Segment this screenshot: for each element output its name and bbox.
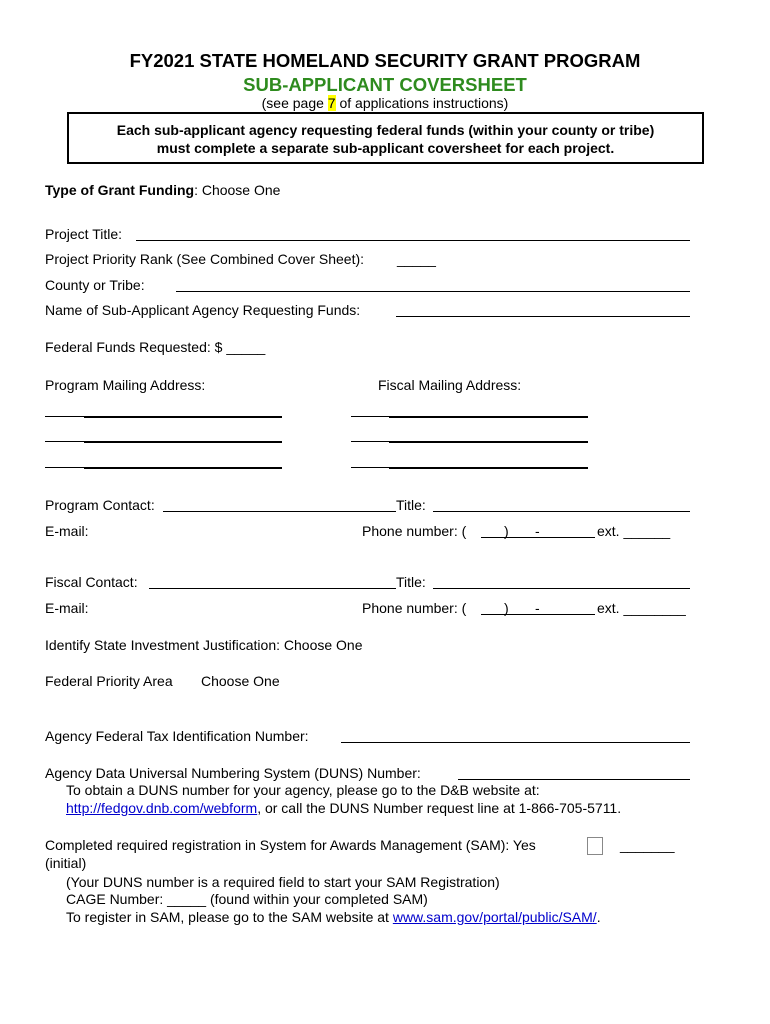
fiscal-address-underline-3 xyxy=(389,468,588,469)
program-title-field[interactable] xyxy=(433,511,690,512)
cage-number-field[interactable]: CAGE Number: _____ (found within your completed SAM) xyxy=(66,891,428,907)
notice-line-1: Each sub-applicant agency requesting federal funds (within your county or tribe) xyxy=(116,122,655,138)
fiscal-title-field[interactable] xyxy=(433,588,690,589)
tax-id-field[interactable] xyxy=(341,742,690,743)
fiscal-contact-label: Fiscal Contact: xyxy=(45,574,138,590)
fiscal-phone-close: ) xyxy=(504,600,509,616)
federal-funds-field[interactable]: Federal Funds Requested: $ _____ xyxy=(45,339,266,355)
sam-initial-field[interactable]: _______ xyxy=(620,837,675,853)
fiscal-ext-field[interactable]: ext. ________ xyxy=(597,600,686,616)
grant-funding-type[interactable] xyxy=(45,182,280,198)
duns-webform-link[interactable]: http://fedgov.dnb.com/webform xyxy=(66,800,258,816)
grant-funding-label: Type of Grant Funding xyxy=(45,182,195,198)
duns-field[interactable] xyxy=(458,779,690,780)
fiscal-contact-field[interactable] xyxy=(149,588,396,589)
fiscal-phone-label: Phone number: ( xyxy=(362,600,467,616)
notice-box xyxy=(67,112,704,164)
notice-line-2: must complete a separate sub-applicant coversheet for each project. xyxy=(156,140,615,156)
program-phone-label: Phone number: ( xyxy=(362,523,467,539)
county-label: County or Tribe: xyxy=(45,277,145,293)
program-address-underline-2 xyxy=(84,442,282,443)
program-contact-field[interactable] xyxy=(163,511,396,512)
fiscal-address-underline-1 xyxy=(389,417,588,418)
priority-area-label: Federal Priority Area xyxy=(45,673,173,689)
agency-name-label: Name of Sub-Applicant Agency Requesting Funds: xyxy=(45,302,361,318)
project-title-label: Project Title: xyxy=(45,226,123,242)
program-title-label: Title: xyxy=(396,497,426,513)
duns-contact-line xyxy=(66,800,621,816)
duns-instructions: To obtain a DUNS number for your agency, please go to the D&B website at: xyxy=(66,782,540,798)
priority-area-select[interactable]: Choose One xyxy=(201,673,280,689)
sam-yes-checkbox[interactable] xyxy=(587,837,603,855)
note-page-number: 7 xyxy=(327,95,336,111)
fiscal-phone-dash: - xyxy=(535,600,540,616)
sam-website-link[interactable]: www.sam.gov/portal/public/SAM/ xyxy=(392,909,597,925)
page-title: FY2021 STATE HOMELAND SECURITY GRANT PROGRAM xyxy=(129,50,641,71)
sam-duns-note: (Your DUNS number is a required field to start your SAM Registration) xyxy=(66,874,500,890)
note-prefix: (see page xyxy=(261,95,328,111)
project-title-field[interactable] xyxy=(136,240,690,241)
note-suffix: of applications instructions) xyxy=(335,95,509,111)
instructions-note xyxy=(0,95,770,111)
fiscal-email-label: E-mail: xyxy=(45,600,89,616)
program-address-label: Program Mailing Address: xyxy=(45,377,206,393)
duns-phone-text: , or call the DUNS Number request line at 1-866-705-5711. xyxy=(257,800,622,816)
program-phone-dash: - xyxy=(535,523,540,539)
program-phone-close: ) xyxy=(504,523,509,539)
priority-rank-field[interactable]: _____ xyxy=(397,251,436,267)
fiscal-title-label: Title: xyxy=(396,574,426,590)
agency-name-field[interactable] xyxy=(396,316,690,317)
tax-id-label: Agency Federal Tax Identification Number: xyxy=(45,728,309,744)
county-field[interactable] xyxy=(176,291,690,292)
sam-register-period: . xyxy=(596,909,601,925)
sam-label: Completed required registration in System for Awards Management (SAM): Yes xyxy=(45,837,536,853)
program-email-label: E-mail: xyxy=(45,523,89,539)
sam-register-text: To register in SAM, please go to the SAM website at xyxy=(66,909,393,925)
priority-rank-label: Project Priority Rank (See Combined Cover Sheet): xyxy=(45,251,365,267)
sam-register-line xyxy=(66,909,601,925)
program-contact-label: Program Contact: xyxy=(45,497,155,513)
page-subtitle: SUB-APPLICANT COVERSHEET xyxy=(243,74,527,95)
program-address-underline-3 xyxy=(84,468,282,469)
sam-initial-label: (initial) xyxy=(45,855,87,871)
fiscal-address-label: Fiscal Mailing Address: xyxy=(378,377,522,393)
program-address-underline-1 xyxy=(84,417,282,418)
investment-justification-select[interactable]: Identify State Investment Justification: Choose One xyxy=(45,637,363,653)
grant-funding-select[interactable]: : Choose One xyxy=(194,182,281,198)
fiscal-address-underline-2 xyxy=(389,442,588,443)
program-ext-field[interactable]: ext. ______ xyxy=(597,523,671,539)
duns-label: Agency Data Universal Numbering System (DUNS) Number: xyxy=(45,765,421,781)
